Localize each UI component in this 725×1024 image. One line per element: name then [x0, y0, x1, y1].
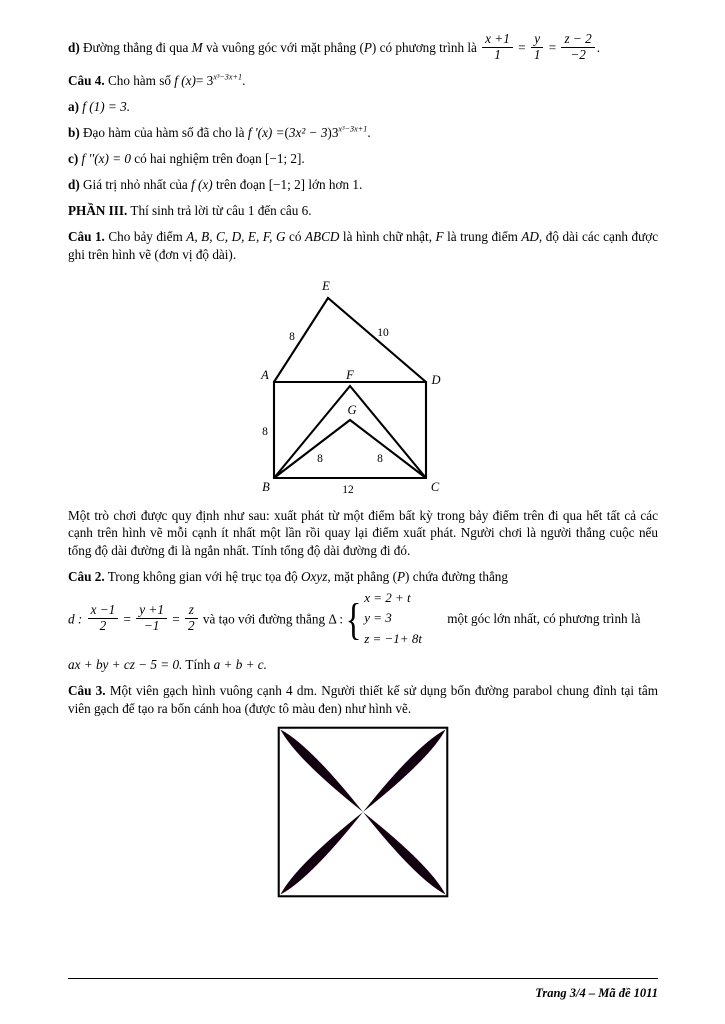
vertex-label-C: C	[430, 479, 440, 494]
item-c-marker: c)	[68, 151, 79, 167]
phan-iii-label: PHẦN III.	[68, 203, 128, 219]
seven-points-list: A, B, C, D, E, F, G	[186, 229, 286, 245]
fraction-numerator: x +1	[485, 31, 510, 47]
parametric-system	[343, 588, 422, 648]
fraction-numerator: y	[534, 31, 541, 47]
edge-label-AB: 8	[262, 425, 268, 438]
fraction-denominator: 2	[185, 618, 198, 633]
cau-1-text-3: là hình chữ nhật,	[342, 229, 432, 245]
item-d-text-1: Đường thẳng đi qua	[83, 39, 189, 55]
plane-P: P	[363, 39, 372, 55]
parametric-rows	[364, 588, 422, 648]
base-three: 3	[331, 125, 339, 141]
footer-divider	[68, 978, 658, 979]
edge-label-ED: 10	[377, 326, 389, 339]
fraction-numerator: z − 2	[564, 31, 592, 47]
fraction-x-minus-1-over-2	[88, 603, 119, 633]
cau-2-text-6: Tính	[185, 656, 211, 672]
phan-iii-text: Thí sinh trả lời từ câu 1 đến câu 6.	[130, 203, 312, 219]
fraction-denominator: −1	[136, 618, 167, 633]
cau-1-text-5: độ dài các cạnh được ghi trên hình vẽ (đơn vị độ dài).	[68, 229, 659, 262]
point-M: M	[191, 39, 203, 55]
item-d-text-3: lớn hơn 1.	[308, 177, 363, 193]
period: .	[301, 151, 305, 167]
period: .	[596, 39, 600, 55]
vertex-label-A: A	[261, 367, 269, 382]
plane-P: P	[396, 569, 406, 585]
period: .	[242, 73, 246, 88]
question-cau-2-final	[68, 656, 658, 674]
derivative-expression: f ′(x) =	[247, 125, 285, 141]
figure-house-wrapper	[68, 272, 658, 497]
expression-f1-equals-3: f (1) = 3.	[82, 99, 131, 115]
cau-2-text-1: Trong không gian với hệ trục tọa độ	[107, 569, 298, 585]
coordinate-system-oxyz: Oxyz,	[301, 569, 331, 585]
footer-page-label: Trang 3/4 – Mã đề 1011	[535, 986, 658, 1000]
function-fx: f (x)	[191, 177, 213, 193]
fraction-numerator: z	[188, 602, 194, 618]
line-delta-label: Δ :	[328, 610, 344, 626]
sum-a-b-c: a + b + c.	[213, 656, 267, 672]
figure-flower-wrapper	[68, 726, 658, 898]
param-row-z: z = −1+ 8t	[364, 630, 422, 646]
fraction-denominator: 1	[482, 47, 513, 62]
fraction-y-plus-1-over-minus-1	[136, 603, 167, 633]
brace-glyph: {	[345, 594, 362, 644]
cau-2-text-5: một góc lớn nhất, có phương trình là	[447, 610, 641, 626]
vertex-label-D: D	[431, 372, 441, 387]
cau-4-text: Cho hàm số	[107, 73, 171, 88]
point-F: F	[435, 229, 444, 245]
fraction-z-minus-2-over-minus-2	[561, 32, 594, 62]
equals-three: = 3	[195, 73, 214, 88]
equals-sign-1: =	[123, 610, 131, 626]
vertex-label-E: E	[322, 278, 330, 293]
cau-3-text: Một viên gạch hình vuông cạnh 4 dm. Người thiết kế sử dụng bốn đường parabol chung đỉnh tại tâm viên gạch để tạo ra bốn cánh hoa (được tô màu đen) như hình vẽ.	[68, 683, 659, 716]
item-c-text: có hai nghiệm trên đoạn	[134, 151, 262, 167]
equals-sign-2: =	[172, 610, 180, 626]
fraction-denominator: 2	[88, 618, 119, 633]
item-cau4-a	[68, 98, 658, 116]
document-body	[68, 31, 659, 908]
item-d-text-2: và vuông góc với mặt phẳng	[205, 39, 357, 55]
cau-3-label: Câu 3.	[68, 683, 106, 699]
line-d-label: d :	[68, 610, 83, 626]
item-d-marker: d)	[68, 39, 80, 55]
item-d-previous: d) Đường thẳng đi qua M và vuông góc với mặt phẳng (P) có phương trình là $\frac{x +1}{1}$ = $\frac{y}{1}$ = $\frac{z - 2}{-2}$ .	[68, 31, 600, 62]
fraction-z-over-2	[185, 603, 198, 633]
item-b-text: Đạo hàm của hàm số đã cho là	[83, 125, 245, 141]
cau-2-label: Câu 2.	[68, 569, 105, 585]
item-d-marker: d)	[68, 177, 80, 193]
plane-equation: ax + by + cz − 5 = 0.	[68, 656, 183, 672]
segment-AD: AD,	[521, 229, 543, 245]
interval-minus1-2: [−1; 2]	[265, 151, 302, 167]
item-cau4-d	[68, 176, 658, 194]
cau-2-text-3: chứa đường thẳng	[412, 569, 508, 585]
cau-2-text-2: mặt phẳng	[333, 569, 390, 585]
edge-label-BC: 12	[342, 483, 354, 496]
period: .	[367, 125, 371, 141]
param-row-x: x = 2 + t	[364, 590, 411, 606]
second-derivative-zero: f ′′(x) = 0	[81, 151, 131, 167]
fraction-x-plus-1-over-1	[482, 32, 513, 62]
cau-2-text-4: và tạo với đường thẳng	[202, 610, 326, 626]
triangle-bfc	[274, 386, 426, 478]
equals-sign-2: =	[548, 39, 557, 55]
rectangle-abcd-shape	[274, 382, 426, 478]
four-petal-tile	[277, 726, 449, 898]
cau-1-body-text: Một trò chơi được quy định như sau: xuất phát từ một điểm bất kỳ trong bảy điểm trên đi qua hết tất cả các cạnh trên hình vẽ mỗi cạnh ít nhất một lần rồi quay lại điểm xuất phát. Người chơi là người thắng cuộc nếu tổng độ dài đường đi là ngắn nhất. Tính tổng độ dài đường đi đó.	[68, 507, 658, 558]
edge-label-AE: 8	[289, 330, 295, 343]
interval-minus1-2: [−1; 2]	[268, 177, 306, 193]
exponent: x³−3x+1	[213, 72, 243, 82]
house-diagram	[248, 272, 478, 497]
fraction-denominator: 1	[531, 47, 544, 62]
item-a-marker: a)	[68, 99, 79, 115]
edge-label-GC: 8	[377, 452, 383, 465]
item-cau4-b: b) Đạo hàm của hàm số đã cho là f $'(x) =(3x^2 - 3)3^{x^3-3x+1}$.	[68, 124, 371, 141]
fraction-y-over-1	[531, 32, 544, 62]
cau-4-label: Câu 4.	[68, 73, 105, 88]
param-row-y: y = 3	[364, 610, 392, 626]
item-d-text-3: có phương trình là	[379, 39, 477, 55]
item-d-text-2: trên đoạn	[215, 177, 266, 193]
section-phan-iii	[68, 202, 658, 220]
exponent: x³−3x+1	[338, 124, 368, 134]
item-d-text-1: Giá trị nhỏ nhất của	[83, 177, 188, 193]
question-cau-2-equations	[68, 590, 658, 650]
edge-label-BG: 8	[317, 452, 323, 465]
item-cau4-c	[68, 150, 658, 168]
question-cau-1	[68, 228, 658, 263]
question-cau-2-intro: Câu 2. Trong không gian với hệ trục tọa độ Oxyz, mặt phẳng (P) chứa đường thẳng	[68, 569, 508, 585]
function-fx: f (x)	[174, 73, 196, 88]
vertex-label-G: G	[347, 402, 357, 417]
equals-sign-1: =	[518, 39, 526, 55]
question-cau-4	[68, 72, 658, 90]
cau-1-label: Câu 1.	[68, 229, 105, 245]
cau-1-text-2: có	[289, 229, 302, 245]
fraction-numerator: y +1	[139, 602, 164, 618]
cau-1-text-4: là trung điểm	[447, 229, 518, 245]
fraction-numerator: x −1	[90, 602, 116, 618]
item-b-marker: b)	[68, 125, 80, 141]
fraction-denominator: −2	[561, 47, 594, 62]
vertex-label-F: F	[346, 367, 354, 382]
cau-1-text-1: Cho bảy điểm	[108, 229, 183, 245]
question-cau-3	[68, 682, 658, 717]
rectangle-abcd: ABCD	[304, 229, 340, 245]
vertex-label-B: B	[262, 479, 270, 494]
derivative-factor: 3x² − 3	[288, 125, 328, 141]
